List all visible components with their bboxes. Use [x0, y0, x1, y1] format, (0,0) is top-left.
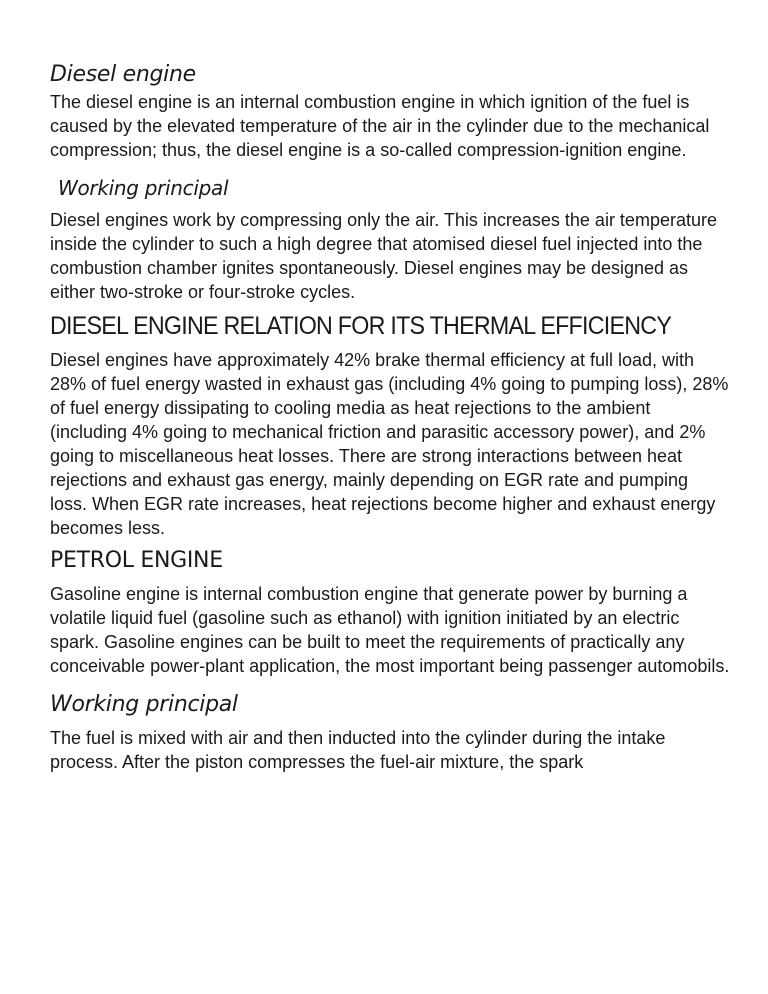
heading-diesel-engine: Diesel engine	[50, 62, 196, 87]
heading-diesel-working-principal: Working principal	[58, 176, 229, 200]
heading-petrol-engine: PETROL ENGINE	[50, 548, 223, 573]
paragraph-thermal-efficiency: Diesel engines have approximately 42% brake thermal efficiency at full load, with 28% of fuel energy wasted in exhaust gas (including 4% going to pumping loss), 28% of fuel energy dissipating to cooling media as heat rejections to the ambient (including 4% going to mechanical friction and parasitic accessory power), and 2% going to miscellaneous heat losses. There are strong interactions between heat rejections and exhaust gas energy, mainly depending on EGR rate and pumping loss. When EGR rate increases, heat rejections become higher and exhaust energy becomes less.	[50, 350, 729, 538]
heading-petrol-working-principal: Working principal	[50, 692, 238, 717]
paragraph-petrol-engine: Gasoline engine is internal combustion engine that generate power by burning a volatile liquid fuel (gasoline such as ethanol) with ignition initiated by an electric spark. Gasoline engines can be built to meet the requirements of practically any conceivable power-plant application, the most important being passenger automobils.	[50, 584, 730, 676]
paragraph-diesel-working-principal: Diesel engines work by compressing only the air. This increases the air temperature inside the cylinder to such a high degree that atomised diesel fuel injected into the combustion chamber ignites spontaneously. Diesel engines may be designed as either two-stroke or four-stroke cycles.	[50, 210, 717, 302]
heading-thermal-efficiency: DIESEL ENGINE RELATION FOR ITS THERMAL EFFICIENCY	[50, 312, 672, 340]
document-page	[50, 60, 730, 774]
paragraph-diesel-engine: The diesel engine is an internal combustion engine in which ignition of the fuel is caused by the elevated temperature of the air in the cylinder due to the mechanical compression; thus, the diesel engine is a so-called compression-ignition engine.	[50, 92, 710, 160]
paragraph-petrol-working-principal: The fuel is mixed with air and then inducted into the cylinder during the intake process. After the piston compresses the fuel-air mixture, the spark	[50, 728, 666, 772]
